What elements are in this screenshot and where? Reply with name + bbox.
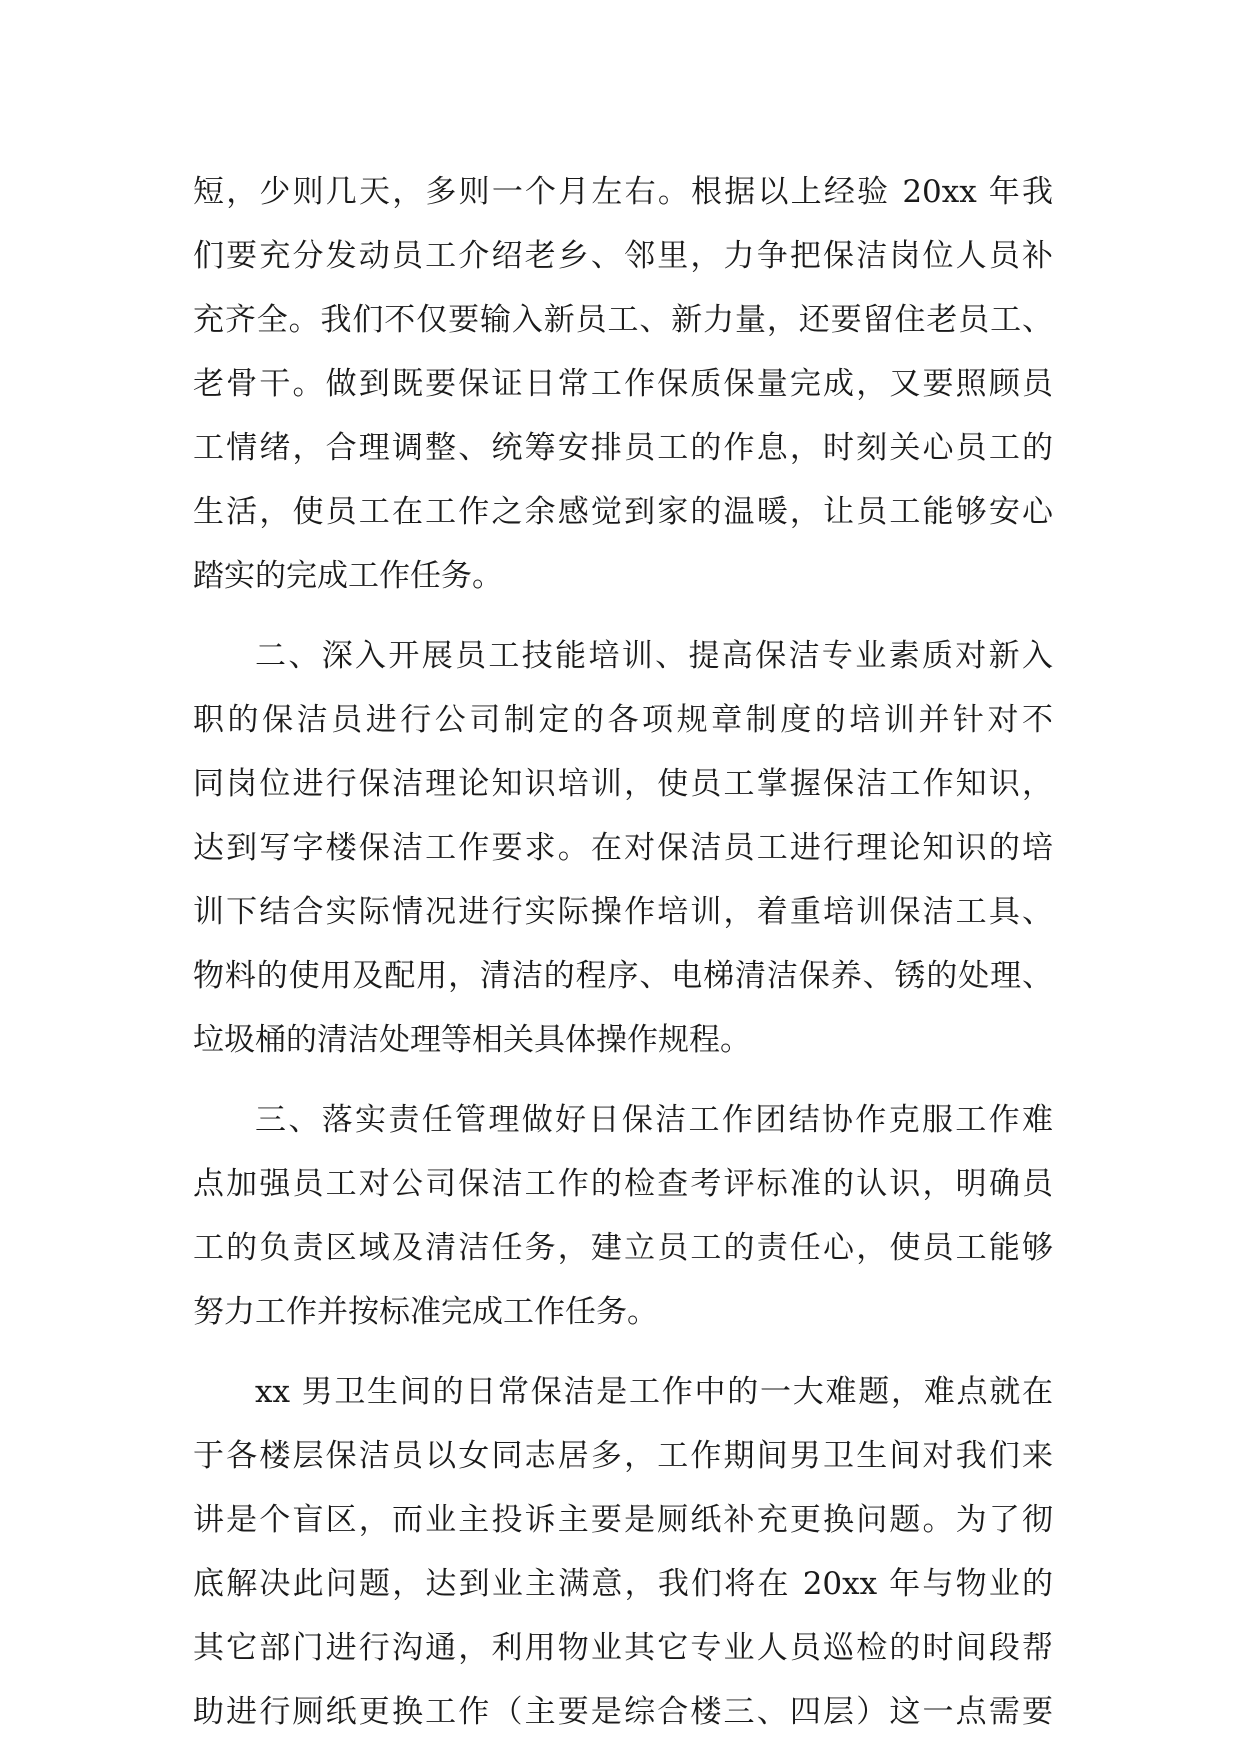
text-line: 二、深入开展员工技能培训、提高保洁专业素质对新入 bbox=[255, 638, 1053, 674]
text-line: 垃圾桶的清洁处理等相关具体操作规程。 bbox=[193, 1022, 751, 1058]
text-line: 讲是个盲区，而业主投诉主要是厕纸补充更换问题。为了彻 bbox=[193, 1502, 1053, 1538]
document-body bbox=[193, 160, 1053, 1744]
text-line: 生活，使员工在工作之余感觉到家的温暖，让员工能够安心 bbox=[193, 494, 1053, 530]
text-line: 踏实的完成工作任务。 bbox=[193, 558, 503, 594]
paragraph-responsibility bbox=[193, 1088, 1053, 1344]
text-line: 达到写字楼保洁工作要求。在对保洁员工进行理论知识的培 bbox=[193, 830, 1053, 866]
paragraph-staff-recruitment bbox=[193, 160, 1053, 608]
text-line: 努力工作并按标准完成工作任务。 bbox=[193, 1294, 658, 1330]
text-line: 们要充分发动员工介绍老乡、邻里，力争把保洁岗位人员补 bbox=[193, 238, 1053, 274]
text-line: 老骨干。做到既要保证日常工作保质保量完成，又要照顾员 bbox=[193, 366, 1053, 402]
text-line: 同岗位进行保洁理论知识培训，使员工掌握保洁工作知识， bbox=[193, 766, 1053, 802]
text-line: xx 男卫生间的日常保洁是工作中的一大难题，难点就在 bbox=[255, 1374, 1053, 1410]
text-line: 于各楼层保洁员以女同志居多，工作期间男卫生间对我们来 bbox=[193, 1438, 1053, 1474]
text-line: 助进行厕纸更换工作（主要是综合楼三、四层）这一点需要 bbox=[193, 1694, 1053, 1730]
text-line: 职的保洁员进行公司制定的各项规章制度的培训并针对不 bbox=[193, 702, 1053, 738]
text-line: 底解决此问题，达到业主满意，我们将在 20xx 年与物业的 bbox=[193, 1566, 1053, 1602]
text-line: 三、落实责任管理做好日保洁工作团结协作克服工作难 bbox=[255, 1102, 1053, 1138]
paragraph-restroom bbox=[193, 1360, 1053, 1744]
paragraph-skills-training bbox=[193, 624, 1053, 1072]
text-line: 其它部门进行沟通，利用物业其它专业人员巡检的时间段帮 bbox=[193, 1630, 1053, 1666]
text-line: 工的负责区域及清洁任务，建立员工的责任心，使员工能够 bbox=[193, 1230, 1053, 1266]
text-line: 工情绪，合理调整、统筹安排员工的作息，时刻关心员工的 bbox=[193, 430, 1053, 466]
text-line: 物料的使用及配用，清洁的程序、电梯清洁保养、锈的处理、 bbox=[193, 958, 1053, 994]
text-line: 点加强员工对公司保洁工作的检查考评标准的认识，明确员 bbox=[193, 1166, 1053, 1202]
text-line: 训下结合实际情况进行实际操作培训，着重培训保洁工具、 bbox=[193, 894, 1053, 930]
text-line: 充齐全。我们不仅要输入新员工、新力量，还要留住老员工、 bbox=[193, 302, 1053, 338]
text-line: 短，少则几天，多则一个月左右。根据以上经验 20xx 年我 bbox=[193, 174, 1053, 210]
